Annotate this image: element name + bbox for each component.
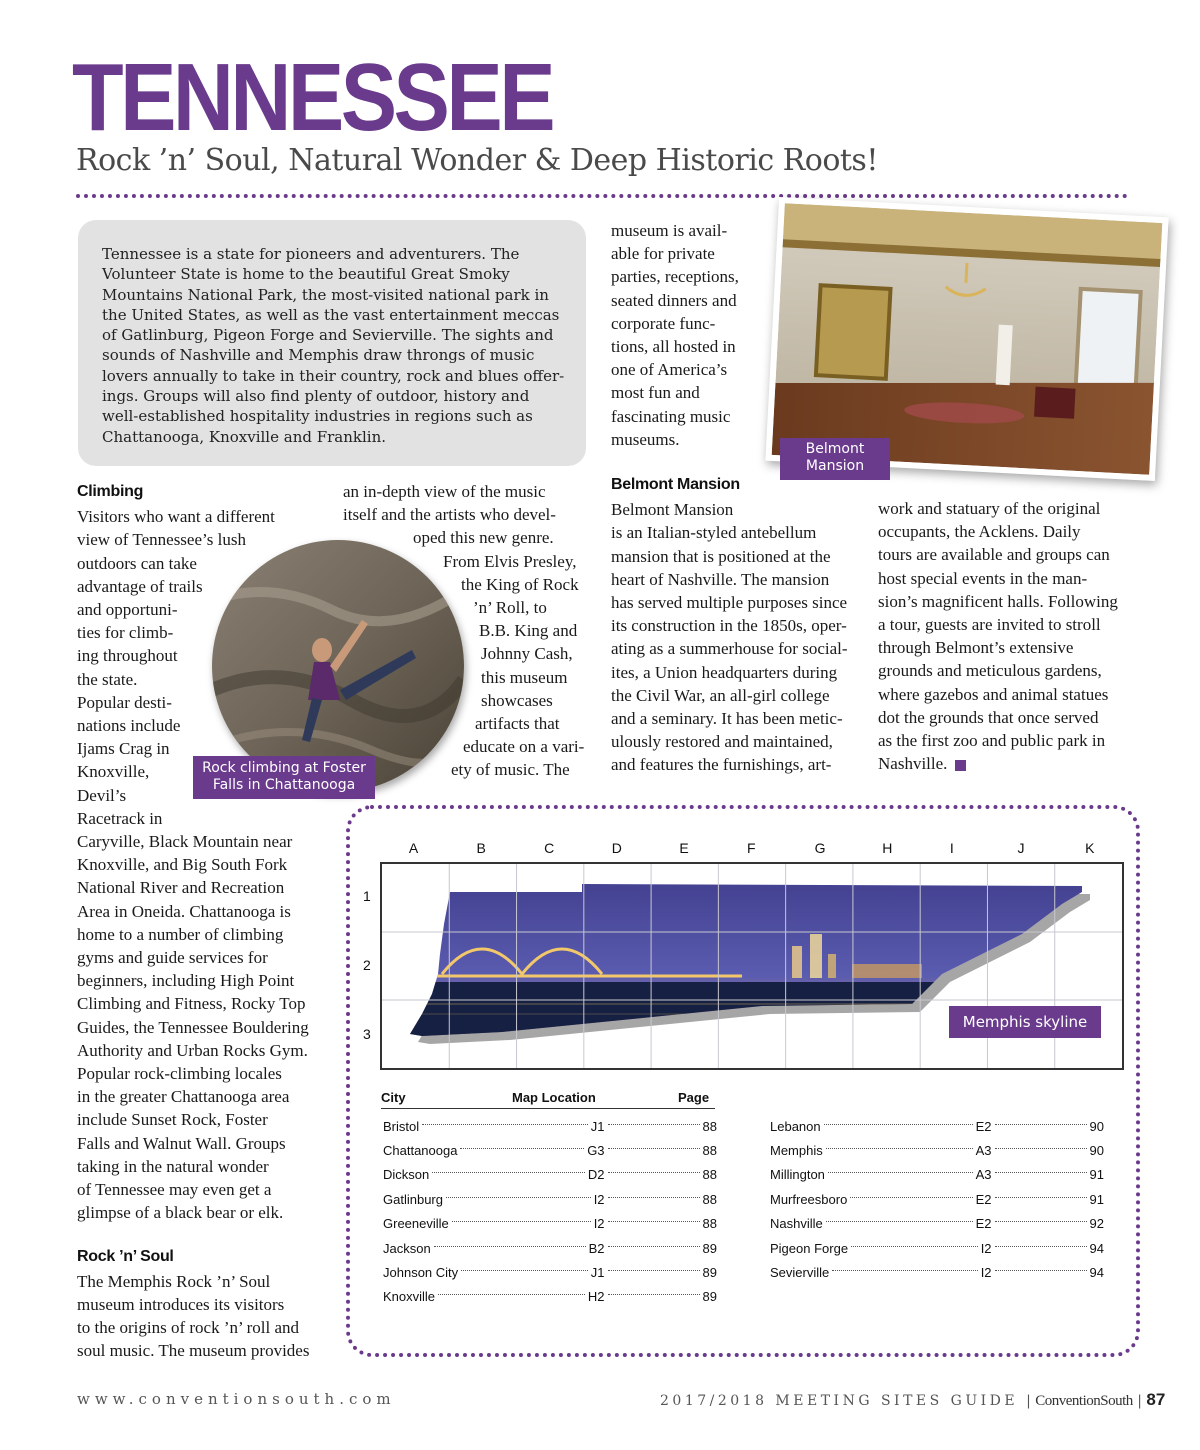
text-line: gyms and guide services for xyxy=(77,948,268,968)
index-row xyxy=(383,1260,717,1284)
climbing-caption: Rock climbing at Foster Falls in Chattanooga xyxy=(193,756,375,799)
leader-dots xyxy=(850,1197,972,1198)
header-divider xyxy=(76,194,1128,198)
index-page: 90 xyxy=(1089,1143,1104,1159)
index-location: H2 xyxy=(587,1289,605,1305)
text-line: Authority and Urban Rocks Gym. xyxy=(77,1040,308,1060)
text-line: mansion that is positioned at the xyxy=(611,546,831,566)
text-line: the King of Rock xyxy=(461,574,579,594)
text-line: Popular desti- xyxy=(77,692,172,712)
text-line: ing throughout xyxy=(77,646,178,666)
index-row xyxy=(770,1260,1104,1284)
index-location: I2 xyxy=(593,1216,605,1232)
climbing-heading: Climbing xyxy=(77,483,144,500)
index-page: 88 xyxy=(702,1167,717,1183)
leader-dots xyxy=(828,1172,973,1173)
text-line: and features the furnishings, art- xyxy=(611,755,832,775)
index-city: Lebanon xyxy=(770,1118,821,1134)
text-line: dot the grounds that once served xyxy=(878,707,1099,727)
text-line: of Tennessee may even get a xyxy=(77,1180,272,1200)
index-row xyxy=(770,1114,1104,1138)
text-line: showcases xyxy=(481,690,553,710)
text-line: oped this new genre. xyxy=(413,528,554,548)
text-line: this museum xyxy=(481,667,568,687)
text-line: most fun and xyxy=(611,383,700,403)
index-left-list xyxy=(383,1114,717,1309)
text-line: seated dinners and xyxy=(611,290,737,310)
text-line: view of Tennessee’s lush xyxy=(77,530,246,550)
leader-dots xyxy=(432,1172,585,1173)
leader-dots xyxy=(995,1221,1087,1222)
rocknsoul-heading: Rock ’n’ Soul xyxy=(77,1247,174,1265)
map-row-label: 1 xyxy=(363,887,371,904)
map-column-label: G xyxy=(814,840,826,856)
text-line: to the origins of rock ’n’ roll and xyxy=(77,1318,300,1338)
text-line: tions, all hosted in xyxy=(611,337,736,357)
index-row xyxy=(383,1236,717,1260)
text-line: museum is avail- xyxy=(611,221,728,240)
text-line: outdoors can take xyxy=(77,553,197,573)
map-column-label: A xyxy=(408,840,419,856)
index-location: E2 xyxy=(975,1216,992,1232)
text-line: a tour, guests are invited to stroll xyxy=(878,615,1101,635)
text-line: its construction in the 1850s, oper- xyxy=(611,616,847,636)
index-location: A3 xyxy=(975,1143,992,1159)
text-line: Area in Oneida. Chattanooga is xyxy=(77,901,291,921)
map-column-label: I xyxy=(949,840,954,856)
text-line: ety of music. The xyxy=(451,760,570,780)
text-line: where gazebos and animal statues xyxy=(878,684,1109,704)
leader-dots xyxy=(446,1197,591,1198)
index-page: 92 xyxy=(1089,1216,1104,1232)
leader-dots xyxy=(422,1124,588,1125)
text-line: taking in the natural wonder xyxy=(77,1156,269,1176)
footer-brand: ConventionSouth xyxy=(1035,1393,1133,1409)
leader-dots xyxy=(995,1148,1087,1149)
footer-right: 2017/2018 MEETING SITES GUIDE | ConventionSouth | 87 xyxy=(660,1390,1166,1409)
leader-dots xyxy=(608,1294,700,1295)
index-page: 88 xyxy=(702,1118,717,1134)
text-line: Knoxville, xyxy=(77,762,150,782)
index-page: 88 xyxy=(702,1191,717,1207)
text-line: From Elvis Presley, xyxy=(443,551,577,571)
end-mark-icon xyxy=(955,760,966,771)
intro-box xyxy=(78,220,586,466)
text-line: one of America’s xyxy=(611,360,728,380)
index-header-city: City xyxy=(381,1090,406,1105)
text-line: an in-depth view of the music xyxy=(343,482,546,501)
index-page: 88 xyxy=(702,1216,717,1232)
text-line: beginners, including High Point xyxy=(77,971,295,991)
text-line: heart of Nashville. The mansion xyxy=(611,569,830,589)
index-location: G3 xyxy=(587,1143,605,1159)
text-line: host special events in the man- xyxy=(878,568,1088,588)
footer-website: www.conventionsouth.com xyxy=(77,1390,396,1408)
leader-dots xyxy=(824,1124,973,1125)
leader-dots xyxy=(995,1270,1087,1271)
text-line: Popular rock-climbing locales xyxy=(77,1064,282,1084)
text-line: Ijams Crag in xyxy=(77,739,170,759)
memphis-caption: Memphis skyline xyxy=(949,1006,1101,1038)
text-line: Knoxville, and Big South Fork xyxy=(77,855,288,875)
text-line: artifacts that xyxy=(475,714,560,734)
text-line: museum introduces its visitors xyxy=(77,1294,285,1314)
index-location: E2 xyxy=(975,1118,992,1134)
tennessee-map xyxy=(380,862,1124,1070)
text-line: fascinating music xyxy=(611,406,731,426)
index-row xyxy=(383,1212,717,1236)
text-line: include Sunset Rock, Foster xyxy=(77,1110,268,1130)
leader-dots xyxy=(438,1294,585,1295)
belmont-caption: Belmont Mansion xyxy=(780,438,890,480)
text-line: and opportuni- xyxy=(77,600,178,620)
index-header-page: Page xyxy=(678,1090,710,1105)
index-location: I2 xyxy=(593,1191,605,1207)
index-row xyxy=(383,1138,717,1162)
index-row xyxy=(383,1163,717,1187)
index-city: Jackson xyxy=(383,1240,431,1256)
index-location: A3 xyxy=(975,1167,992,1183)
index-city: Murfreesboro xyxy=(770,1191,848,1207)
leader-dots xyxy=(608,1148,700,1149)
text-line: B.B. King and xyxy=(479,621,578,641)
leader-dots xyxy=(608,1172,700,1173)
index-row xyxy=(770,1163,1104,1187)
index-page: 90 xyxy=(1089,1118,1104,1134)
text-line: ties for climb- xyxy=(77,623,174,643)
text-line: tours are available and groups can xyxy=(878,545,1110,565)
index-location: E2 xyxy=(975,1191,992,1207)
text-line: as the first zoo and public park in xyxy=(878,731,1106,751)
text-line: nations include xyxy=(77,716,181,736)
text-line: Visitors who want a different xyxy=(77,507,275,527)
map-column-label: C xyxy=(544,840,555,856)
index-location: I2 xyxy=(980,1265,992,1281)
index-city: Gatlinburg xyxy=(383,1191,443,1207)
index-location: D2 xyxy=(587,1167,605,1183)
index-page: 89 xyxy=(702,1265,717,1281)
map-column-label: D xyxy=(611,840,622,856)
index-city: Johnson City xyxy=(383,1265,459,1281)
text-line: able for private xyxy=(611,244,715,264)
index-location: I2 xyxy=(980,1240,992,1256)
text-line: in the greater Chattanooga area xyxy=(77,1087,290,1107)
text-line: Devil’s xyxy=(77,785,127,805)
index-page: 89 xyxy=(702,1289,717,1305)
index-row xyxy=(383,1114,717,1138)
page-number: 87 xyxy=(1146,1390,1166,1409)
text-line: through Belmont’s extensive xyxy=(878,638,1074,658)
text-line: occupants, the Acklens. Daily xyxy=(878,522,1081,542)
index-page: 94 xyxy=(1089,1265,1104,1281)
leader-dots xyxy=(995,1246,1087,1247)
index-city: Millington xyxy=(770,1167,825,1183)
index-row xyxy=(770,1236,1104,1260)
map-column-label: H xyxy=(882,840,893,856)
footer-guide: 2017/2018 MEETING SITES GUIDE xyxy=(660,1393,1019,1409)
index-right-list xyxy=(770,1114,1104,1285)
leader-dots xyxy=(832,1270,977,1271)
map-column-label: E xyxy=(679,840,689,856)
index-city: Dickson xyxy=(383,1167,430,1183)
index-location: J1 xyxy=(590,1118,605,1134)
index-page: 89 xyxy=(702,1240,717,1256)
leader-dots xyxy=(608,1221,700,1222)
index-row xyxy=(770,1212,1104,1236)
index-location: J1 xyxy=(590,1265,605,1281)
index-header-location: Map Location xyxy=(512,1090,596,1105)
text-line: is an Italian-styled antebellum xyxy=(611,523,817,543)
index-header-rule xyxy=(381,1108,715,1109)
text-line: Johnny Cash, xyxy=(481,644,573,664)
index-page: 91 xyxy=(1089,1167,1104,1183)
leader-dots xyxy=(434,1246,586,1247)
text-line: the Civil War, an all-girl college xyxy=(611,685,830,705)
text-line: museums. xyxy=(611,429,680,449)
index-page: 91 xyxy=(1089,1191,1104,1207)
index-city: Sevierville xyxy=(770,1265,830,1281)
leader-dots xyxy=(608,1246,700,1247)
map-row-label: 2 xyxy=(363,957,371,973)
text-line: ating as a summerhouse for social- xyxy=(611,639,848,659)
leader-dots xyxy=(826,1221,973,1222)
index-row xyxy=(383,1285,717,1309)
index-city: Nashville xyxy=(770,1216,823,1232)
map-column-label: B xyxy=(476,840,486,856)
text-line: soul music. The museum provides xyxy=(77,1341,310,1361)
text-line: grounds and meticulous gardens, xyxy=(878,661,1102,681)
text-line: sion’s magnificent halls. Following xyxy=(878,591,1118,611)
text-line: ’n’ Roll, to xyxy=(473,598,547,618)
index-city: Memphis xyxy=(770,1143,823,1159)
text-line: Falls and Walnut Wall. Groups xyxy=(77,1133,286,1153)
leader-dots xyxy=(461,1270,588,1271)
leader-dots xyxy=(608,1124,700,1125)
map-row-label: 3 xyxy=(363,1026,371,1043)
index-page: 94 xyxy=(1089,1240,1104,1256)
index-city: Pigeon Forge xyxy=(770,1240,849,1256)
leader-dots xyxy=(452,1221,591,1222)
leader-dots xyxy=(995,1124,1087,1125)
index-row xyxy=(770,1187,1104,1211)
text-line: the state. xyxy=(77,669,138,689)
leader-dots xyxy=(608,1197,700,1198)
text-line: Climbing and Fitness, Rocky Top xyxy=(77,994,306,1014)
text-line: parties, receptions, xyxy=(611,267,739,287)
intro-text: Tennessee is a state for pioneers and adventurers. The Volunteer State is home to the beautiful Great Smoky Mountains National Park, the most-visited national park in the United States, as well as the vast entertainment meccas of Gatlinburg, Pigeon Forge and Sevierville. The sights and sounds of Nashville and Memphis draw throngs of music lovers annually to take in their country, rock and blues offer-ings. Groups will also find plenty of outdoor, history and well-established hospitality industries in regions such as Chattanooga, Knoxville and Franklin. xyxy=(102,245,565,446)
text-line: corporate func- xyxy=(611,313,716,333)
text-line: Belmont Mansion xyxy=(611,500,734,520)
index-row xyxy=(770,1138,1104,1162)
rocknsoul-text xyxy=(77,1270,337,1363)
text-line: ulously restored and maintained, xyxy=(611,732,833,752)
text-line: advantage of trails xyxy=(77,576,203,596)
belmont-continued xyxy=(878,497,1138,775)
belmont-column xyxy=(611,473,871,777)
index-page: 88 xyxy=(702,1143,717,1159)
index-city: Greeneville xyxy=(383,1216,449,1232)
museum-column xyxy=(343,480,584,782)
museum-continued xyxy=(611,219,739,451)
text-line: The Memphis Rock ’n’ Soul xyxy=(77,1271,271,1291)
map-column-label: K xyxy=(1085,840,1095,856)
text-line: ites, a Union headquarters during xyxy=(611,662,838,682)
leader-dots xyxy=(826,1148,973,1149)
map-column-label: J xyxy=(1017,840,1025,856)
text-line: work and statuary of the original xyxy=(878,499,1101,518)
text-line: Caryville, Black Mountain near xyxy=(77,832,293,852)
map-column-label: F xyxy=(747,840,756,856)
text-line: educate on a vari- xyxy=(463,737,585,757)
text-line: glimpse of a black bear or elk. xyxy=(77,1203,284,1223)
belmont-heading: Belmont Mansion xyxy=(611,476,740,493)
text-line: Nashville. xyxy=(878,752,1138,775)
index-city: Bristol xyxy=(383,1118,420,1134)
index-row xyxy=(383,1187,717,1211)
leader-dots xyxy=(460,1148,584,1149)
leader-dots xyxy=(851,1246,978,1247)
page-subtitle: Rock ’n’ Soul, Natural Wonder & Deep Historic Roots! xyxy=(76,143,878,178)
index-city: Chattanooga xyxy=(383,1143,458,1159)
page-title: TENNESSEE xyxy=(72,44,553,151)
text-line: and a seminary. It has been metic- xyxy=(611,709,843,729)
index-city: Knoxville xyxy=(383,1289,436,1305)
text-line: Racetrack in xyxy=(77,808,163,828)
leader-dots xyxy=(995,1172,1087,1173)
leader-dots xyxy=(995,1197,1087,1198)
leader-dots xyxy=(608,1270,700,1271)
text-line: home to a number of climbing xyxy=(77,924,284,944)
text-line: has served multiple purposes since xyxy=(611,593,848,613)
text-line: itself and the artists who devel- xyxy=(343,505,556,525)
text-line: Guides, the Tennessee Bouldering xyxy=(77,1017,309,1037)
index-location: B2 xyxy=(588,1240,605,1256)
text-line: National River and Recreation xyxy=(77,878,285,898)
